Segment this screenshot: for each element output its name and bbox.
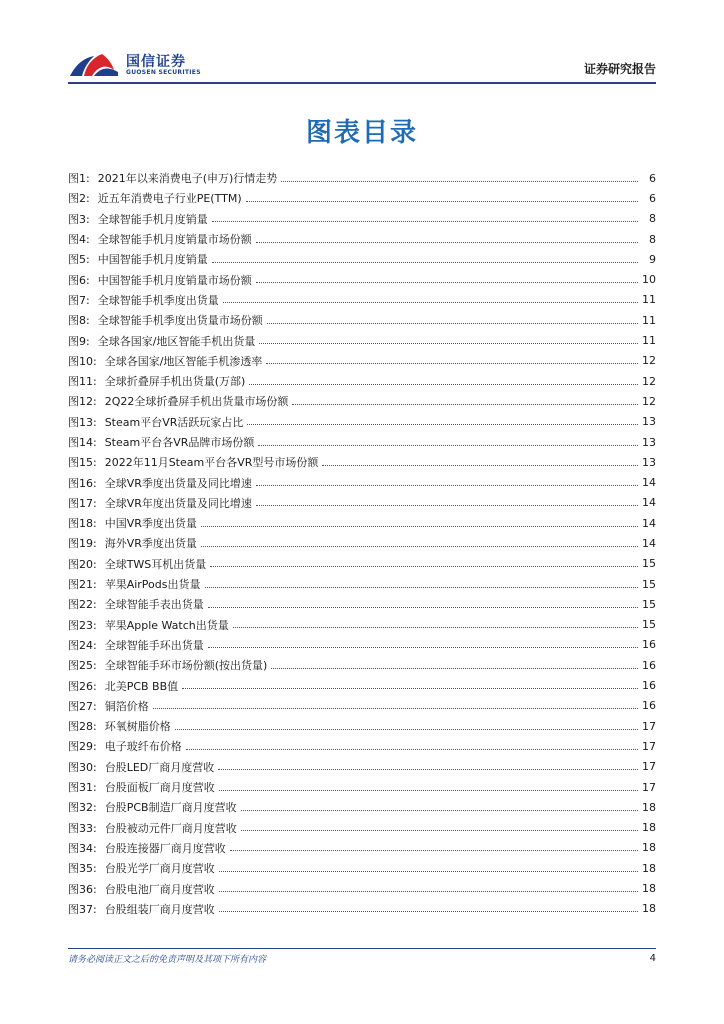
toc-entry-label: 图3: (68, 212, 90, 226)
toc-entry-label: 图34: (68, 841, 97, 855)
toc-leader-dots (241, 830, 638, 831)
toc-leader-dots (208, 607, 638, 608)
toc-entry-label: 图31: (68, 781, 97, 795)
toc-leader-dots (219, 911, 638, 912)
toc-entry-label: 图17: (68, 496, 97, 510)
toc-entry-label: 图5: (68, 253, 90, 267)
toc-entry[interactable] (68, 168, 656, 188)
toc-entry-page: 17 (642, 760, 656, 774)
toc-leader-dots (208, 647, 638, 648)
toc-entry[interactable] (68, 209, 656, 229)
toc-entry-title: 2022年11月Steam平台各VR型号市场份额 (104, 456, 319, 470)
toc-entry-page: 14 (642, 536, 656, 550)
toc-entry-page: 11 (642, 313, 656, 327)
toc-leader-dots (256, 505, 638, 506)
toc-entry-page: 14 (642, 516, 656, 530)
toc-entry[interactable] (68, 330, 656, 350)
toc-entry-title: 海外VR季度出货量 (104, 537, 197, 551)
toc-entry[interactable] (68, 432, 656, 452)
toc-entry[interactable] (68, 858, 656, 878)
toc-entry-page: 15 (642, 557, 656, 571)
toc-entry-label: 图24: (68, 638, 97, 652)
toc-entry-label: 图30: (68, 760, 97, 774)
toc-entry-label: 图14: (68, 436, 97, 449)
toc-entry-label: 图26: (68, 679, 97, 693)
toc-entry-title: 近五年消费电子行业PE(TTM) (97, 192, 242, 206)
toc-leader-dots (182, 688, 638, 689)
toc-entry[interactable] (68, 696, 656, 716)
toc-leader-dots (201, 526, 638, 527)
toc-entry-label: 图9: (68, 334, 90, 348)
toc-leader-dots (266, 363, 638, 364)
toc-entry-title: 环氧树脂价格 (104, 720, 171, 734)
toc-entry-page: 12 (642, 374, 656, 388)
report-type: 证券研究报告 (583, 62, 656, 76)
toc-entry-page: 12 (642, 394, 656, 408)
toc-entry-title: 全球智能手机月度销量 (97, 212, 208, 226)
toc-entry-page: 18 (642, 821, 656, 835)
toc-entry-page: 14 (642, 496, 656, 510)
toc-entry-page: 9 (649, 252, 656, 266)
toc-entry-title: 中国智能手机月度销量 (97, 253, 208, 267)
toc-entry-title: Steam平台各VR品牌市场份额 (104, 436, 255, 449)
toc-entry-title: 全球VR季度出货量及同比增速 (104, 476, 252, 490)
toc-leader-dots (153, 708, 638, 709)
toc-entry-title: 中国智能手机月度销量市场份额 (97, 273, 252, 287)
toc-leader-dots (256, 282, 638, 283)
toc-entry-title: 全球折叠屏手机出货量(万部) (104, 375, 246, 389)
toc-leader-dots (210, 566, 638, 567)
toc-entry[interactable] (68, 635, 656, 655)
page-header (68, 48, 656, 84)
toc-entry-title: 台股LED厂商月度营收 (104, 760, 215, 774)
brand-name-cn: 国信证券 (126, 54, 186, 70)
toc-entry-title: Steam平台VR活跃玩家占比 (104, 415, 244, 429)
guosen-logo (68, 48, 268, 82)
toc-entry-title: 全球各国家/地区智能手机出货量 (97, 334, 256, 348)
toc-entry-title: 中国VR季度出货量 (104, 517, 197, 531)
footer-divider (68, 948, 656, 949)
toc-entry-page: 14 (642, 476, 656, 490)
toc-entry-title: 台股被动元件厂商月度营收 (104, 821, 237, 835)
toc-entry-page: 17 (642, 719, 656, 733)
toc-entry[interactable] (68, 716, 656, 736)
toc-entry-page: 6 (649, 191, 656, 205)
toc-entry[interactable] (68, 655, 656, 675)
toc-leader-dots (271, 668, 638, 669)
toc-entry-title: 全球智能手环市场份额(按出货量) (104, 659, 268, 673)
toc-entry[interactable] (68, 269, 656, 289)
toc-entry-title: 全球各国家/地区智能手机渗透率 (104, 354, 263, 368)
toc-entry-page: 12 (642, 354, 656, 368)
toc-entry[interactable] (68, 371, 656, 391)
toc-entry-title: 全球TWS耳机出货量 (104, 557, 207, 571)
toc-entry-label: 图10: (68, 354, 97, 368)
toc-leader-dots (241, 810, 638, 811)
toc-entry-title: 台股面板厂商月度营收 (104, 781, 215, 795)
toc-entry[interactable] (68, 797, 656, 817)
toc-entry-title: 2021年以来消费电子(申万)行情走势 (97, 172, 278, 186)
toc-entry-label: 图28: (68, 720, 97, 734)
toc-entry-title: 全球智能手机月度销量市场份额 (97, 233, 252, 247)
toc-entry-label: 图2: (68, 192, 90, 206)
toc-entry-label: 图11: (68, 375, 97, 389)
toc-entry-label: 图32: (68, 801, 97, 815)
toc-leader-dots (258, 445, 638, 446)
toc-entry-label: 图25: (68, 659, 97, 673)
toc-entry-label: 图16: (68, 476, 97, 490)
toc-entry-label: 图13: (68, 415, 97, 429)
toc-entry-label: 图21: (68, 578, 97, 592)
toc-entry-label: 图1: (68, 172, 90, 186)
toc-leader-dots (219, 871, 638, 872)
toc-leader-dots (218, 769, 638, 770)
toc-entry-label: 图37: (68, 902, 97, 916)
toc-entry-label: 图22: (68, 598, 97, 612)
toc-entry-label: 图15: (68, 456, 97, 470)
toc-entry-page: 16 (642, 658, 656, 672)
toc-entry-page: 17 (642, 780, 656, 794)
toc-leader-dots (259, 343, 638, 344)
toc-entry-page: 16 (642, 679, 656, 693)
toc-entry[interactable] (68, 412, 656, 432)
toc-entry[interactable] (68, 513, 656, 533)
toc-entry-page: 18 (642, 882, 656, 896)
toc-entry[interactable] (68, 310, 656, 330)
toc-entry-title: 台股连接器厂商月度营收 (104, 841, 226, 855)
toc-entry-title: 全球智能手机季度出货量市场份额 (97, 314, 263, 328)
toc-entry-title: 2Q22全球折叠屏手机出货量市场份额 (104, 395, 289, 409)
toc-entry[interactable] (68, 533, 656, 553)
toc-entry-title: 苹果AirPods出货量 (104, 578, 201, 592)
toc-entry[interactable] (68, 838, 656, 858)
toc-entry-label: 图6: (68, 273, 90, 287)
toc-leader-dots (322, 465, 638, 466)
toc-leader-dots (212, 262, 638, 263)
toc-entry[interactable] (68, 777, 656, 797)
toc-entry-label: 图8: (68, 314, 90, 328)
toc-entry-title: 铜箔价格 (104, 699, 149, 713)
toc-leader-dots (201, 546, 638, 547)
toc-leader-dots (256, 485, 638, 486)
toc-entry-page: 11 (642, 293, 656, 307)
toc-leader-dots (246, 201, 638, 202)
page-title: 图表目录 (305, 118, 418, 148)
toc-entry-page: 13 (642, 435, 656, 449)
toc-leader-dots (281, 181, 638, 182)
toc-entry-page: 18 (642, 861, 656, 875)
toc-entry[interactable] (68, 615, 656, 635)
toc-leader-dots (292, 404, 638, 405)
toc-leader-dots (267, 323, 638, 324)
toc-leader-dots (175, 729, 638, 730)
toc-entry-title: 台股组装厂商月度营收 (104, 902, 215, 916)
toc-entry-label: 图12: (68, 395, 97, 409)
toc-entry-page: 13 (642, 415, 656, 429)
toc-entry-title: 全球智能手表出货量 (104, 598, 204, 612)
toc-entry[interactable] (68, 229, 656, 249)
toc-entry[interactable] (68, 472, 656, 492)
toc-entry[interactable] (68, 452, 656, 472)
toc-entry-label: 图7: (68, 293, 90, 307)
toc-entry[interactable] (68, 736, 656, 756)
toc-entry-title: 台股PCB制造厂商月度营收 (104, 801, 237, 815)
toc-entry-page: 16 (642, 638, 656, 652)
toc-entry[interactable] (68, 493, 656, 513)
toc-entry[interactable] (68, 391, 656, 411)
page-number: 4 (649, 953, 656, 964)
toc-leader-dots (230, 850, 638, 851)
toc-entry-page: 16 (642, 699, 656, 713)
table-of-figures (68, 168, 656, 919)
toc-entry-title: 电子玻纤布价格 (104, 740, 182, 754)
toc-entry-page: 8 (649, 212, 656, 226)
toc-entry-title: 全球VR年度出货量及同比增速 (104, 496, 252, 510)
toc-entry-title: 全球智能手机季度出货量 (97, 293, 219, 307)
toc-entry-title: 台股电池厂商月度营收 (104, 882, 215, 896)
toc-entry-label: 图33: (68, 821, 97, 835)
toc-entry[interactable] (68, 899, 656, 919)
toc-entry-label: 图36: (68, 882, 97, 896)
toc-leader-dots (212, 221, 638, 222)
toc-leader-dots (186, 749, 638, 750)
toc-entry-title: 北美PCB BB值 (104, 679, 179, 693)
toc-entry-label: 图4: (68, 233, 90, 247)
toc-entry-title: 苹果Apple Watch出货量 (104, 618, 229, 632)
toc-leader-dots (256, 242, 638, 243)
toc-leader-dots (233, 627, 638, 628)
toc-entry[interactable] (68, 554, 656, 574)
guosen-logo-icon (68, 50, 122, 80)
toc-entry-label: 图27: (68, 699, 97, 713)
header-divider (68, 82, 656, 84)
toc-entry[interactable] (68, 574, 656, 594)
toc-entry[interactable] (68, 757, 656, 777)
toc-entry[interactable] (68, 818, 656, 838)
toc-entry[interactable] (68, 249, 656, 269)
toc-leader-dots (249, 384, 638, 385)
toc-leader-dots (219, 790, 638, 791)
toc-entry-page: 17 (642, 739, 656, 753)
toc-entry[interactable] (68, 878, 656, 898)
toc-entry-page: 10 (642, 273, 656, 287)
toc-entry-label: 图23: (68, 618, 97, 632)
toc-entry-page: 11 (642, 334, 656, 348)
toc-entry[interactable] (68, 290, 656, 310)
toc-entry-label: 图19: (68, 537, 97, 551)
toc-leader-dots (223, 302, 638, 303)
toc-entry-page: 13 (642, 455, 656, 469)
toc-entry-page: 15 (642, 597, 656, 611)
toc-entry-label: 图29: (68, 740, 97, 754)
toc-entry[interactable] (68, 351, 656, 371)
toc-entry-page: 15 (642, 618, 656, 632)
toc-entry[interactable] (68, 675, 656, 695)
toc-entry-title: 台股光学厂商月度营收 (104, 862, 215, 876)
toc-entry-page: 18 (642, 902, 656, 916)
toc-entry[interactable] (68, 188, 656, 208)
toc-entry-page: 8 (649, 232, 656, 246)
toc-entry-title: 全球智能手环出货量 (104, 638, 204, 652)
toc-leader-dots (247, 424, 638, 425)
toc-entry-page: 15 (642, 577, 656, 591)
toc-entry-label: 图20: (68, 557, 97, 571)
toc-leader-dots (219, 891, 638, 892)
disclaimer-text: 请务必阅读正文之后的免责声明及其项下所有内容 (68, 955, 267, 965)
toc-entry-page: 18 (642, 841, 656, 855)
brand-name-en: GUOSEN SECURITIES (126, 69, 201, 76)
toc-entry[interactable] (68, 594, 656, 614)
toc-entry-label: 图18: (68, 517, 97, 531)
toc-leader-dots (205, 587, 639, 588)
toc-entry-page: 18 (642, 800, 656, 814)
toc-entry-page: 6 (649, 171, 656, 185)
toc-entry-label: 图35: (68, 862, 97, 876)
